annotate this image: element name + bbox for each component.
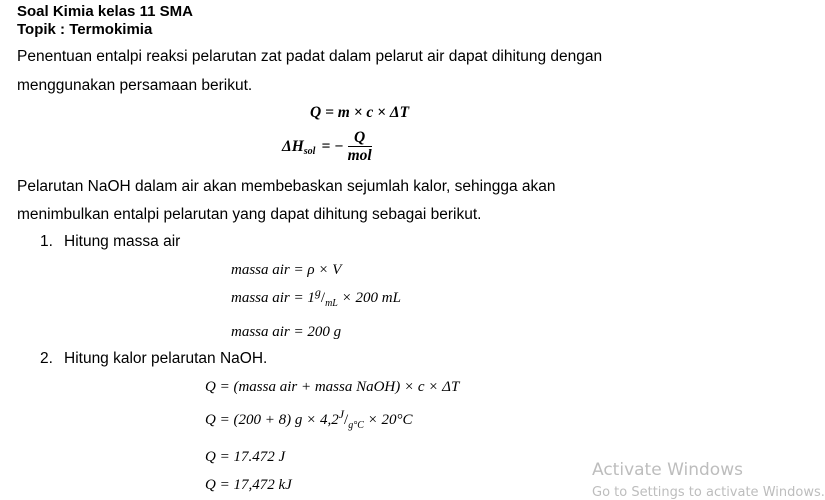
eq2-rest: × 20°C bbox=[363, 412, 413, 428]
step-2-number: 2. bbox=[40, 350, 53, 367]
step-1-equation-1: massa air = ρ × V bbox=[231, 262, 342, 278]
step-2-text: Hitung kalor pelarutan NaOH. bbox=[64, 350, 268, 367]
eq2-lhs: massa air = 1 bbox=[231, 290, 315, 306]
unit-numerator: g bbox=[314, 285, 321, 299]
step-1-equation-2: massa air = $1^g/_{mL} \times 200$ mL bbox=[231, 285, 401, 309]
enthalpy-subscript: sol bbox=[303, 145, 316, 157]
enthalpy-fraction bbox=[348, 129, 372, 165]
document-topic: Topik : Termokimia bbox=[17, 21, 153, 38]
explanation-line-1: Pelarutan NaOH dalam air akan membebaskan sejumlah kalor, sehingga akan bbox=[17, 178, 556, 195]
step-1-number: 1. bbox=[40, 233, 53, 250]
unit-denominator: mL bbox=[325, 298, 338, 309]
activation-watermark-title: Activate Windows bbox=[592, 460, 743, 480]
intro-line-2: menggunakan persamaan berikut. bbox=[17, 77, 253, 94]
step-1-text: Hitung massa air bbox=[64, 233, 181, 250]
activation-watermark-subtitle[interactable]: Go to Settings to activate Windows. bbox=[592, 485, 825, 500]
eq2-lhs: Q = (200 + 8) g × 4,2 bbox=[205, 412, 339, 428]
enthalpy-symbol: ΔH bbox=[282, 138, 304, 155]
heat-formula: Q = m × c × ΔT bbox=[310, 104, 410, 121]
document-title: Soal Kimia kelas 11 SMA bbox=[17, 3, 193, 20]
intro-line-1: Penentuan entalpi reaksi pelarutan zat padat dalam pelarut air dapat dihitung dengan bbox=[17, 48, 603, 65]
step-2-equation-3: Q = 17.472 J bbox=[205, 449, 286, 465]
step-2-equation-4: Q = 17,472 kJ bbox=[205, 477, 292, 493]
explanation-line-2: menimbulkan entalpi pelarutan yang dapat dihitung sebagai berikut. bbox=[17, 206, 482, 223]
enthalpy-formula bbox=[282, 129, 372, 165]
unit-numerator: J bbox=[338, 407, 345, 421]
fraction-numerator: Q bbox=[348, 129, 372, 147]
eq2-rest: × 200 mL bbox=[337, 290, 401, 306]
step-2-equation-1: Q = (massa air + massa NaOH) × c × ΔT bbox=[205, 379, 460, 395]
step-2-equation-2: Q = (200 + 8) $g \times 4,2^J/_{g^\circ C} \times 20^\circ C$ bbox=[205, 407, 413, 431]
fraction-denominator: mol bbox=[347, 147, 372, 164]
step-1-equation-3: massa air = 200 g bbox=[231, 324, 342, 340]
enthalpy-equals: = − bbox=[321, 138, 344, 155]
unit-denominator: g°C bbox=[348, 420, 364, 431]
